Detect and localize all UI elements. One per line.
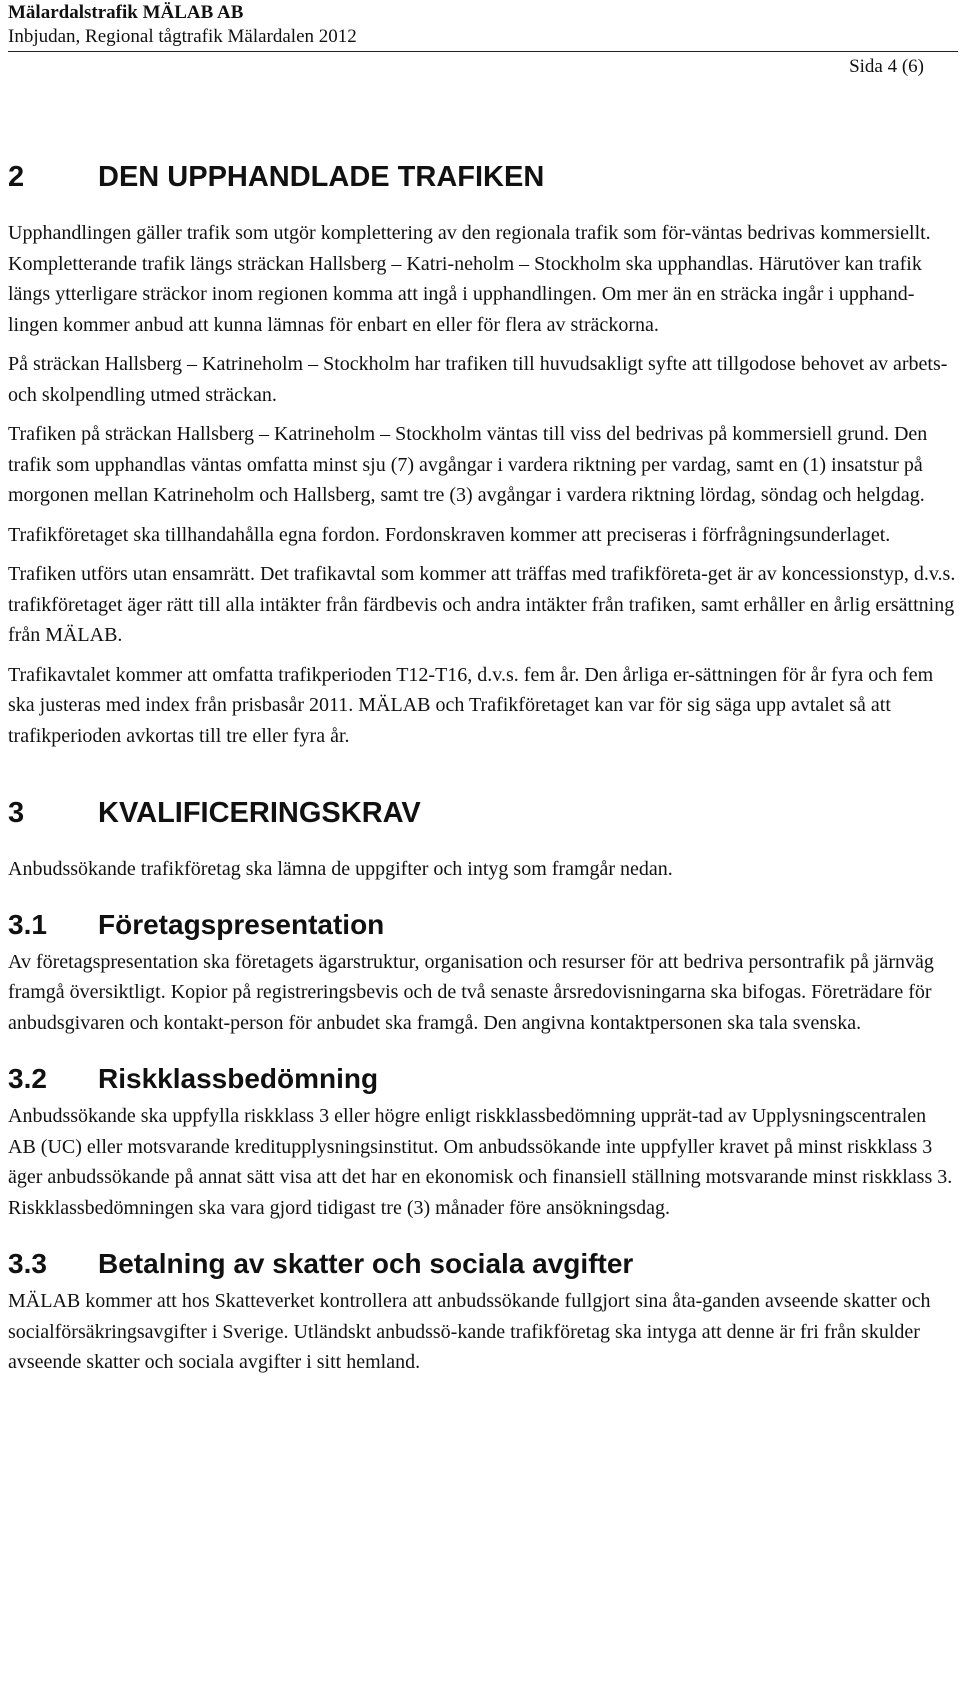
section-number: 3.1: [8, 908, 47, 940]
paragraph: Trafikavtalet kommer att omfatta trafikperioden T12-T16, d.v.s. fem år. Den årliga er-sättningen för år fyra och fem ska justeras med index från prisbasår 2011. MÄLAB och Trafikföretaget kan var för sig säga upp avtalet så att trafikperioden avkortas till tre eller fyra år.: [8, 663, 934, 747]
paragraph: Anbudssökande ska uppfylla riskklass 3 eller högre enligt riskklassbedömning upprät-tad av Upplysningscentralen AB (UC) eller motsvarande kreditupplysningsinstitut. Om anbudssökande inte uppfyller kravet på minst riskklass 3 äger anbudssökande på annat sätt visa att det har en ekonomisk och finansiell ställning motsvarande minst riskklass 3. Riskklassbedömningen ska vara gjord tidigast tre (3) månader före ansökningsdag.: [8, 1105, 953, 1219]
section-3-3-heading: [8, 1246, 956, 1282]
paragraph: Trafikföretaget ska tillhandahålla egna fordon. Fordonskraven kommer att preciseras i förfrågningsunderlaget.: [8, 523, 891, 546]
document-subtitle: Inbjudan, Regional tågtrafik Mälardalen 2012: [8, 26, 357, 47]
paragraph: Trafiken på sträckan Hallsberg – Katrineholm – Stockholm väntas till viss del bedrivas på kommersiell grund. Den trafik som upphandlas väntas omfatta minst sju (7) avgångar i vardera riktning per vardag, samt en (1) insatstur på morgonen mellan Katrineholm och Hallsberg, samt tre (3) avgångar i vardera riktning lördag, söndag och helgdag.: [8, 423, 928, 506]
paragraph: Av företagspresentation ska företagets ägarstruktur, organisation och resurser för att bedriva persontrafik på järnväg framgå översiktligt. Kopior på registreringsbevis och de två senaste årsredovisningarna ska bifogas. Företrädare för anbudsgivaren och kontakt-person för anbudet ska framgå. Den angivna kontaktpersonen ska tala svenska.: [8, 950, 934, 1034]
section-number: 3.3: [8, 1248, 47, 1279]
paragraph: MÄLAB kommer att hos Skatteverket kontrollera att anbudssökande fullgjort sina åta-ganden avseende skatter och socialförsäkringsavgifter i Sverige. Utländskt anbudssö-kande trafikföretag ska intyga att denne är fri från skulder avseende skatter och sociala avgifter i sitt hemland.: [8, 1290, 931, 1373]
section-number: 2: [8, 161, 25, 193]
paragraph: Anbudssökande trafikföretag ska lämna de uppgifter och intyg som framgår nedan.: [8, 858, 673, 880]
header-divider: [8, 51, 958, 52]
document-body: [8, 158, 956, 1378]
document-header: [8, 2, 357, 48]
section-2-heading: [8, 158, 956, 196]
section-3-2-heading: [8, 1061, 956, 1097]
paragraph: På sträckan Hallsberg – Katrineholm – Stockholm har trafiken till huvudsakligt syfte att tillgodose behovet av arbets- och skolpendling utmed sträckan.: [8, 353, 948, 406]
section-title: Företagspresentation: [98, 908, 385, 940]
section-title: DEN UPPHANDLADE TRAFIKEN: [98, 161, 545, 193]
page-number: Sida 4 (6): [849, 56, 924, 77]
section-3-heading: [8, 794, 956, 832]
section-3-1-heading: [8, 907, 956, 943]
organization-name: Mälardalstrafik MÄLAB AB: [8, 2, 244, 23]
paragraph: Upphandlingen gäller trafik som utgör komplettering av den regionala trafik som för-väntas bedrivas kommersiellt. Kompletterande trafik längs sträckan Hallsberg – Katri-neholm – Stockholm ska upphandlas. Härutöver kan trafik längs ytterligare sträckor inom regionen komma att ingå i upphandlingen. Om mer än en sträcka ingår i upphand-lingen kommer anbud att kunna lämnas för enbart en eller för flera av sträckorna.: [8, 222, 931, 336]
section-title: KVALIFICERINGSKRAV: [98, 797, 421, 829]
section-number: 3.2: [8, 1063, 47, 1094]
paragraph: Trafiken utförs utan ensamrätt. Det trafikavtal som kommer att träffas med trafikföreta-get är av koncessionstyp, d.v.s. trafikföretaget äger rätt till alla intäkter från färdbevis och andra intäkter från trafiken, samt erhåller en årlig ersättning från MÄLAB.: [8, 563, 956, 646]
section-title: Riskklassbedömning: [98, 1063, 379, 1094]
section-number: 3: [8, 797, 25, 829]
section-title: Betalning av skatter och sociala avgifter: [98, 1248, 634, 1279]
